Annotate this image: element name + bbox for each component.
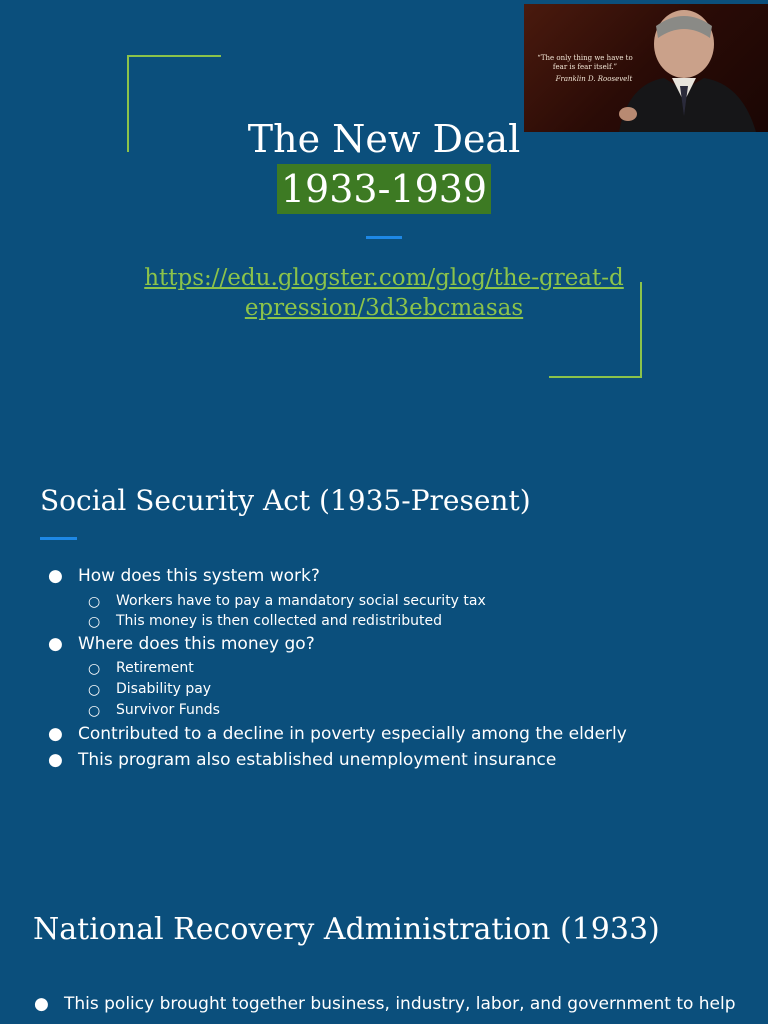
nra-slide	[0, 868, 768, 1024]
bullet-marker: ●	[48, 566, 63, 586]
bullet-marker: ●	[48, 634, 63, 654]
bullet-marker: ●	[48, 750, 63, 770]
bullet-text: Where does this money go?	[78, 634, 315, 654]
portrait-quote: “The only thing we have to fear is fear itself.”	[537, 54, 633, 71]
bullet-marker: ●	[34, 994, 49, 1014]
sub-bullet-text: Disability pay	[116, 681, 212, 697]
sub-bullet-text: Retirement	[116, 660, 194, 676]
sub-bullet-marker: ○	[88, 614, 101, 630]
sub-bullet-text: Workers have to pay a mandatory social security tax	[116, 593, 486, 609]
bullet-text: This policy brought together business, industry, labor, and government to help	[64, 994, 736, 1014]
heading-accent-line	[40, 537, 77, 540]
bullet-text: This program also established unemployment insurance	[78, 750, 557, 770]
slide-heading: Social Security Act (1935-Present)	[40, 484, 531, 517]
title-slide	[0, 0, 768, 436]
portrait-signature: Franklin D. Roosevelt	[555, 75, 633, 83]
sub-bullet-marker: ○	[88, 594, 101, 610]
bullet-text: How does this system work?	[78, 566, 320, 586]
bullet-marker: ●	[48, 724, 63, 744]
sub-bullet-marker: ○	[88, 661, 101, 677]
title-accent-line	[366, 236, 402, 239]
fdr-portrait-image	[524, 4, 768, 132]
sub-bullet-text: Survivor Funds	[116, 702, 220, 718]
social-security-slide	[0, 436, 768, 868]
sub-bullet-marker: ○	[88, 682, 101, 698]
sub-bullet-marker: ○	[88, 703, 101, 719]
slide-heading: National Recovery Administration (1933)	[33, 912, 660, 947]
slide-title: The New Deal	[247, 117, 521, 161]
bullet-text: Contributed to a decline in poverty especially among the elderly	[78, 724, 627, 744]
glogster-link[interactable]: https://edu.glogster.com/glog/the-great-depression/3d3ebcmasas	[144, 265, 624, 321]
sub-bullet-text: This money is then collected and redistributed	[116, 613, 443, 629]
slide-subtitle-years: 1933-1939	[277, 164, 491, 214]
